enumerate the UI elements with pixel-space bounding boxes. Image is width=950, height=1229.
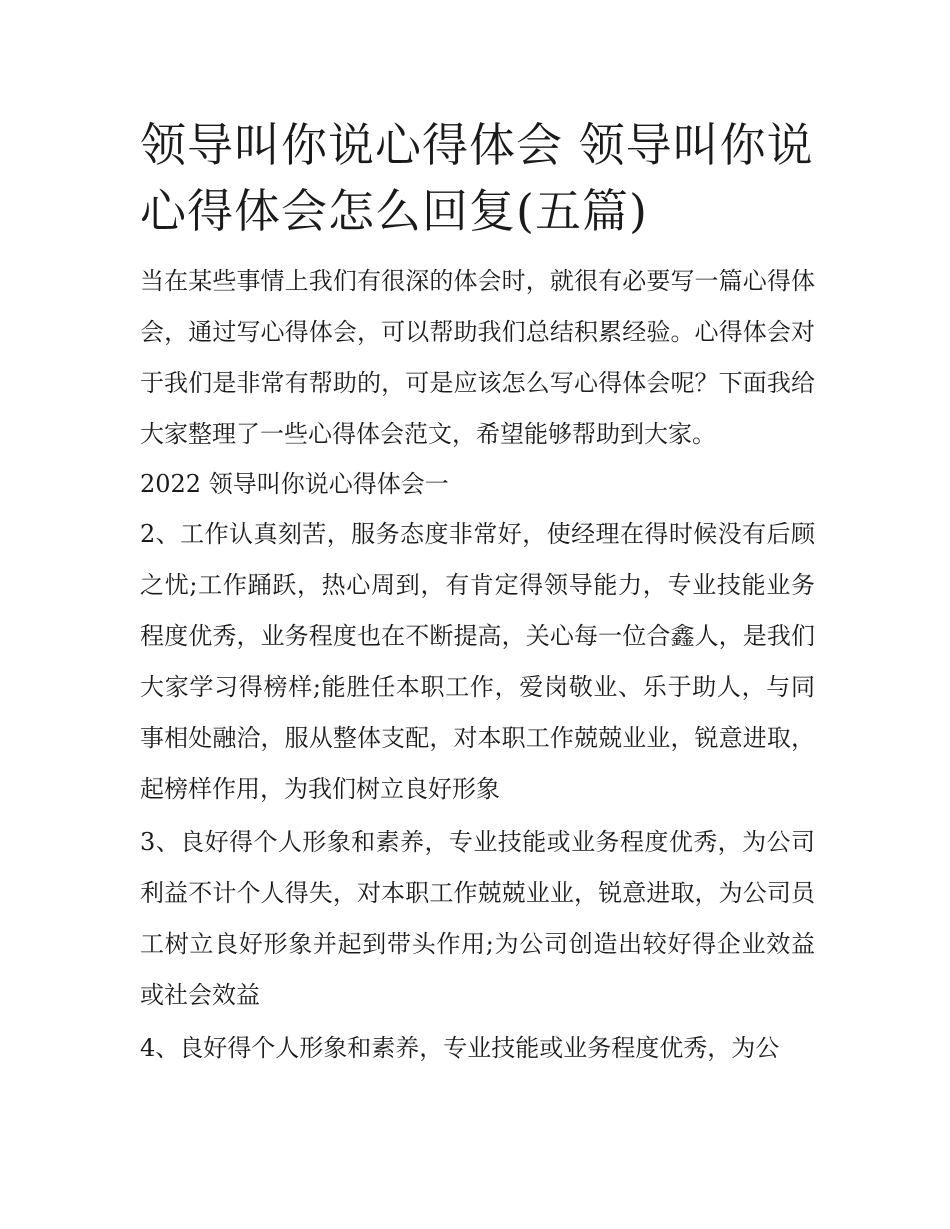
intro-paragraph: 当在某些事情上我们有很深的体会时，就很有必要写一篇心得体会，通过写心得体会，可以帮助我们总结积累经验。心得体会对于我们是非常有帮助的，可是应该怎么写心得体会呢？下面我给大家整理了一些心得体会范文，希望能够帮助到大家。	[140, 267, 815, 448]
list-item: 3、良好得个人形象和素养，专业技能或业务程度优秀，为公司利益不计个人得失，对本职工作兢兢业业，锐意进取，为公司员工树立良好形象并起到带头作用;为公司创造出较好得企业效益或社会效益	[140, 828, 815, 1009]
document-page	[140, 112, 815, 1074]
section-heading: 2022 领导叫你说心得体会一	[140, 470, 449, 498]
document-title: 领导叫你说心得体会 领导叫你说心得体会怎么回复(五篇)	[140, 118, 814, 238]
list-item: 2、工作认真刻苦，服务态度非常好，使经理在得时候没有后顾之忧;工作踊跃，热心周到，有肯定得领导能力，专业技能业务程度优秀，业务程度也在不断提高，关心每一位合鑫人，是我们大家学习得榜样;能胜任本职工作，爱岗敬业、乐于助人，与同事相处融洽，服从整体支配，对本职工作兢兢业业，锐意进取，起榜样作用，为我们树立良好形象	[140, 520, 815, 803]
list-item: 4、良好得个人形象和素养，专业技能或业务程度优秀，为公	[140, 1034, 780, 1062]
